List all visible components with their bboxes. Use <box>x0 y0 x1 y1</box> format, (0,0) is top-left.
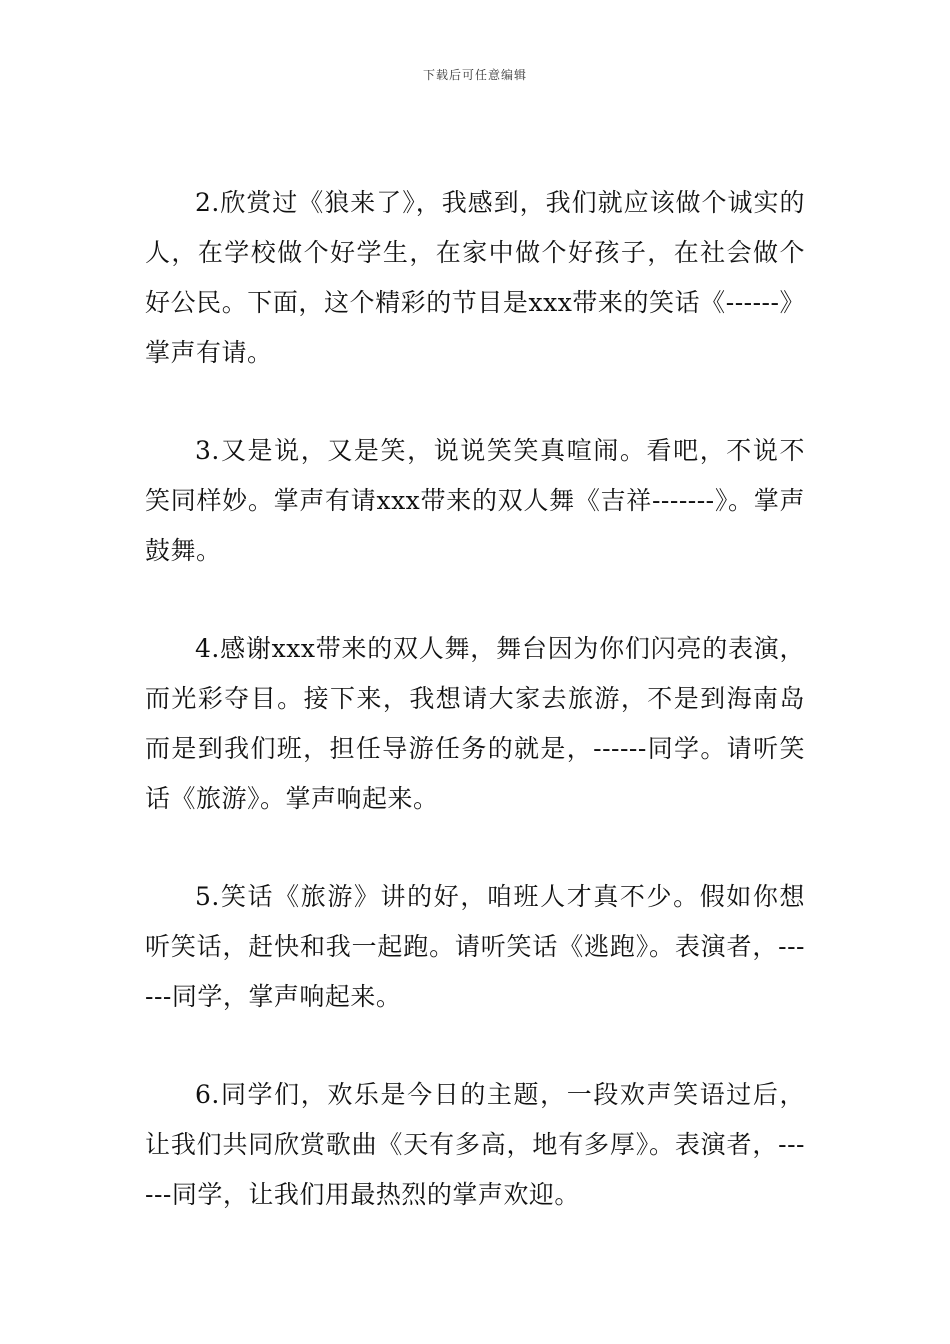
page-header: 下载后可任意编辑 <box>422 68 527 82</box>
paragraph-item-2: 2.欣赏过《狼来了》，我感到，我们就应该做个诚实的人，在学校做个好学生，在家中做个好孩子，在社会做个好公民。下面，这个精彩的节目是xxx带来的笑话《------》掌声有请。 <box>145 188 805 367</box>
paragraph-item-6: 6.同学们，欢乐是今日的主题，一段欢声笑语过后，让我们共同欣赏歌曲《天有多高，地有多厚》。表演者，------同学，让我们用最热烈的掌声欢迎。 <box>145 1080 805 1209</box>
document-body <box>145 178 805 1268</box>
paragraph-item-5: 5.笑话《旅游》讲的好，咱班人才真不少。假如你想听笑话，赶快和我一起跑。请听笑话《逃跑》。表演者，------同学，掌声响起来。 <box>145 882 805 1011</box>
paragraph-item-3: 3.又是说，又是笑，说说笑笑真喧闹。看吧，不说不笑同样妙。掌声有请xxx带来的双人舞《吉祥-------》。掌声鼓舞。 <box>145 436 805 565</box>
paragraph-item-4: 4.感谢xxx带来的双人舞，舞台因为你们闪亮的表演，而光彩夺目。接下来，我想请大家去旅游，不是到海南岛而是到我们班，担任导游任务的就是，------同学。请听笑话《旅游》。掌声响起来。 <box>145 634 805 813</box>
